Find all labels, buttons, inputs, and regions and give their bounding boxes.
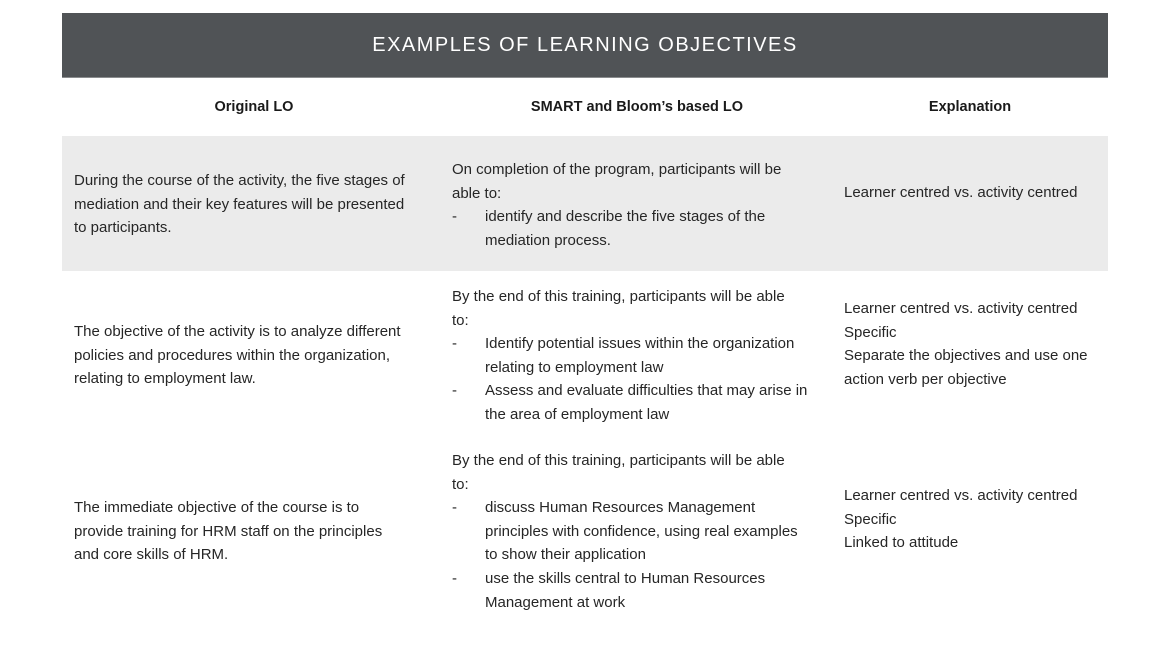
bullet-dash: - bbox=[452, 499, 457, 517]
page-title-bar bbox=[62, 13, 1108, 78]
column-header-smart: SMART and Bloom’s based LO bbox=[530, 99, 744, 115]
bullet-item: - use the skills central to Human Resources Management at work bbox=[452, 567, 832, 614]
explanation-cell: Learner centred vs. activity centred bbox=[844, 184, 1078, 201]
page-title: EXAMPLES OF LEARNING OBJECTIVES bbox=[372, 33, 798, 56]
column-header-explanation: Explanation bbox=[928, 99, 1012, 115]
table-row bbox=[62, 271, 1108, 437]
bullet-dash: - bbox=[452, 569, 457, 587]
table-row bbox=[62, 437, 1108, 627]
bullet-dash: - bbox=[452, 382, 457, 400]
smart-lo-cell: By the end of this training, participants will be able to: - Identify potential issues within the organization relating to employment law - Assess and evaluate difficulties that may arise in the area of employment law bbox=[452, 285, 832, 427]
smart-lo-cell: By the end of this training, participants will be able to: - discuss Human Resources Management principles with confidence, using real examples to show their application - use the skills central to Human Resources Management at work bbox=[452, 449, 832, 614]
table-header bbox=[62, 78, 1108, 136]
bullet-item: - identify and describe the five stages of the mediation process. bbox=[452, 205, 832, 252]
bullet-dash: - bbox=[452, 335, 457, 353]
original-lo-cell: The immediate objective of the course is to provide training for HRM staff on the principles and core skills of HRM. bbox=[74, 499, 383, 564]
original-lo-cell: During the course of the activity, the five stages of mediation and their key features will be presented to participants. bbox=[74, 172, 405, 237]
bullet-item: - Identify potential issues within the organization relating to employment law bbox=[452, 332, 832, 379]
original-lo-cell: The objective of the activity is to analyze different policies and procedures within the organization, relating to employment law. bbox=[74, 323, 401, 388]
table-row bbox=[62, 136, 1108, 271]
explanation-cell: Learner centred vs. activity centred Specific Separate the objectives and use one action verb per objective bbox=[844, 300, 1088, 388]
smart-lo-cell: On completion of the program, participants will be able to: - identify and describe the five stages of the mediation process. bbox=[452, 158, 832, 252]
explanation-cell: Learner centred vs. activity centred Specific Linked to attitude bbox=[844, 487, 1078, 552]
column-header-original: Original LO bbox=[214, 99, 294, 115]
bullet-dash: - bbox=[452, 208, 457, 226]
bullet-item: - discuss Human Resources Management principles with confidence, using real examples to show their application bbox=[452, 496, 832, 567]
bullet-item: - Assess and evaluate difficulties that may arise in the area of employment law bbox=[452, 379, 832, 426]
